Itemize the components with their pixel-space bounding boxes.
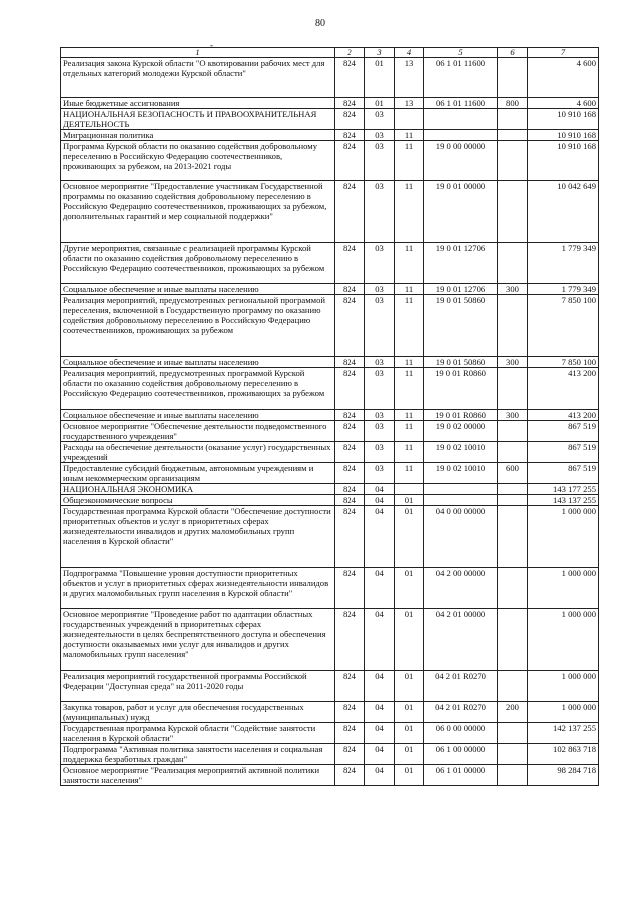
cell-sum: 1 000 000 [528,609,599,671]
cell-pr: 01 [395,506,424,568]
cell-vr [498,295,528,357]
table-row [61,744,599,765]
cell-grbs: 824 [335,98,365,109]
cell-vr [498,609,528,671]
table-row [61,484,599,495]
cell-rz: 03 [365,181,395,243]
cell-rz: 03 [365,421,395,442]
cell-sum: 1 779 349 [528,243,599,284]
cell-csr: 19 0 01 R0860 [424,368,498,410]
col-header-4: 4 [395,48,424,58]
cell-pr: 01 [395,671,424,702]
cell-sum: 98 284 718 [528,765,599,786]
table-row [61,58,599,98]
cell-grbs: 824 [335,484,365,495]
cell-rz: 04 [365,723,395,744]
table-row [61,421,599,442]
cell-sum: 413 200 [528,368,599,410]
col-header-7: 7 [528,48,599,58]
cell-pr: 01 [395,702,424,723]
cell-grbs: 824 [335,744,365,765]
col-header-2: 2 [335,48,365,58]
cell-rz: 04 [365,506,395,568]
cell-csr [424,484,498,495]
table-row [61,295,599,357]
cell-pr: 01 [395,723,424,744]
cell-name: Реализация мероприятий государственной программы Российской Федерации "Доступная среда" на 2011-2020 годы [61,671,335,702]
cell-csr: 04 2 01 R0270 [424,702,498,723]
cell-sum: 1 000 000 [528,702,599,723]
cell-grbs: 824 [335,723,365,744]
cell-name: Государственная программа Курской области "Обеспечение доступности приоритетных объектов и услуг в приоритетных сферах жизнедеятельности инвалидов и других маломобильных групп населения в Курской области" [61,506,335,568]
cell-vr [498,506,528,568]
cell-pr: 11 [395,463,424,484]
cell-rz: 03 [365,357,395,368]
col-header-3: 3 [365,48,395,58]
cell-sum: 10 910 168 [528,130,599,141]
cell-sum: 413 200 [528,410,599,421]
table-row [61,181,599,243]
cell-rz: 03 [365,295,395,357]
cell-vr [498,765,528,786]
cell-rz: 03 [365,243,395,284]
cell-grbs: 824 [335,130,365,141]
cell-grbs: 824 [335,141,365,181]
cell-rz: 04 [365,609,395,671]
cell-sum: 143 137 255 [528,495,599,506]
cell-vr [498,181,528,243]
col-header-1: 1 [61,48,335,58]
cell-pr: 11 [395,130,424,141]
cell-vr [498,368,528,410]
cell-csr: 06 1 01 11600 [424,58,498,98]
cell-rz: 03 [365,109,395,130]
cell-csr: 04 2 00 00000 [424,568,498,609]
cell-vr [498,141,528,181]
cell-csr: 19 0 01 50860 [424,357,498,368]
cell-name: Реализация закона Курской области "О квотировании рабочих мест для отдельных категорий молодежи Курской области" [61,58,335,98]
cell-rz: 04 [365,495,395,506]
cell-grbs: 824 [335,284,365,295]
cell-vr: 800 [498,98,528,109]
cell-grbs: 824 [335,765,365,786]
cell-rz: 03 [365,284,395,295]
cell-vr: 600 [498,463,528,484]
cell-rz: 04 [365,671,395,702]
cell-vr [498,671,528,702]
cell-name: Подпрограмма "Повышение уровня доступности приоритетных объектов и услуг в приоритетных сферах жизнедеятельности инвалидов и других маломобильных групп населения в Курской области" [61,568,335,609]
cell-grbs: 824 [335,109,365,130]
cell-csr: 19 0 02 00000 [424,421,498,442]
cell-pr: 11 [395,442,424,463]
cell-sum: 143 177 255 [528,484,599,495]
col-header-5: 5 [424,48,498,58]
cell-pr: 11 [395,243,424,284]
cell-sum: 7 850 100 [528,295,599,357]
cell-grbs: 824 [335,506,365,568]
cell-pr: 11 [395,295,424,357]
cell-sum: 10 910 168 [528,141,599,181]
cell-vr [498,495,528,506]
cell-name: Социальное обеспечение и иные выплаты населению [61,410,335,421]
cell-name: Иные бюджетные ассигнования [61,98,335,109]
cell-pr: 11 [395,368,424,410]
cell-name: Расходы на обеспечение деятельности (оказание услуг) государственных учреждений [61,442,335,463]
table-row [61,442,599,463]
cell-csr [424,495,498,506]
cell-csr: 06 1 01 11600 [424,98,498,109]
table-row [61,368,599,410]
cell-pr: 01 [395,765,424,786]
table-row [61,495,599,506]
cell-csr [424,130,498,141]
column-number-row [61,48,599,58]
cell-grbs: 824 [335,295,365,357]
cell-pr: 11 [395,141,424,181]
cell-vr [498,421,528,442]
cell-sum: 1 000 000 [528,671,599,702]
cell-grbs: 824 [335,442,365,463]
cell-grbs: 824 [335,243,365,284]
cell-vr [498,130,528,141]
cell-pr: 01 [395,568,424,609]
cell-vr [498,442,528,463]
cell-vr: 200 [498,702,528,723]
cell-csr: 19 0 01 R0860 [424,410,498,421]
table-row [61,506,599,568]
cell-rz: 04 [365,765,395,786]
cell-sum: 102 863 718 [528,744,599,765]
cell-rz: 03 [365,141,395,181]
table-row [61,410,599,421]
cell-sum: 1 000 000 [528,506,599,568]
table-row [61,609,599,671]
table-row [61,723,599,744]
cell-csr: 19 0 01 00000 [424,181,498,243]
cell-name: Закупка товаров, работ и услуг для обеспечения государственных (муниципальных) нужд [61,702,335,723]
cell-sum: 867 519 [528,421,599,442]
table-row [61,702,599,723]
cell-vr [498,243,528,284]
cell-csr: 06 1 01 00000 [424,765,498,786]
cell-csr: 04 0 00 00000 [424,506,498,568]
cell-rz: 03 [365,130,395,141]
cell-name: Реализация мероприятий, предусмотренных региональной программой переселения, включенной в Государственную программу по оказанию содействия добровольному переселению в Российскую Федерацию соотечественников, проживающих за рубежом [61,295,335,357]
cell-grbs: 824 [335,421,365,442]
table-row [61,357,599,368]
table-row [61,765,599,786]
table-row [61,98,599,109]
budget-table [60,47,599,786]
col-header-6: 6 [498,48,528,58]
cell-name: Основное мероприятие "Проведение работ по адаптации областных государственных учреждений в приоритетных сферах жизнедеятельности в целях беспрепятственного доступа и обеспечения доступности оказываемых ими услуг для инвалидов и других маломобильных групп населения" [61,609,335,671]
cell-pr: 11 [395,357,424,368]
cell-pr: 11 [395,284,424,295]
cell-pr: 01 [395,609,424,671]
table-row [61,130,599,141]
cell-vr [498,484,528,495]
cell-name: НАЦИОНАЛЬНАЯ БЕЗОПАСНОСТЬ И ПРАВООХРАНИТЕЛЬНАЯ ДЕЯТЕЛЬНОСТЬ [61,109,335,130]
cell-csr: 06 0 00 00000 [424,723,498,744]
cell-csr: 19 0 01 50860 [424,295,498,357]
cell-name: Основное мероприятие "Обеспечение деятельности подведомственного государственного учреждения" [61,421,335,442]
cell-grbs: 824 [335,368,365,410]
cell-sum: 7 850 100 [528,357,599,368]
cell-name: НАЦИОНАЛЬНАЯ ЭКОНОМИКА [61,484,335,495]
cell-rz: 04 [365,744,395,765]
table-row [61,568,599,609]
cell-vr: 300 [498,284,528,295]
table-row [61,243,599,284]
cell-csr: 19 0 01 12706 [424,243,498,284]
cell-grbs: 824 [335,410,365,421]
cell-pr: 11 [395,181,424,243]
cell-rz: 01 [365,98,395,109]
header-dash: - [210,40,213,50]
cell-name: Основное мероприятие "Реализация мероприятий активной политики занятости населения" [61,765,335,786]
cell-grbs: 824 [335,609,365,671]
cell-pr [395,484,424,495]
cell-rz: 04 [365,702,395,723]
cell-grbs: 824 [335,568,365,609]
cell-rz: 03 [365,410,395,421]
cell-rz: 03 [365,442,395,463]
cell-csr: 19 0 00 00000 [424,141,498,181]
cell-sum: 4 600 [528,58,599,98]
cell-vr [498,58,528,98]
cell-name: Реализация мероприятий, предусмотренных программой Курской области по оказанию содействия добровольному переселению в Российскую Федерацию соотечественников, проживающих за рубежом [61,368,335,410]
cell-rz: 04 [365,568,395,609]
cell-pr: 11 [395,410,424,421]
cell-sum: 867 519 [528,463,599,484]
cell-name: Социальное обеспечение и иные выплаты населению [61,284,335,295]
cell-name: Общеэкономические вопросы [61,495,335,506]
cell-grbs: 824 [335,495,365,506]
table-row [61,463,599,484]
cell-grbs: 824 [335,463,365,484]
cell-name: Другие мероприятия, связанные с реализацией программы Курской области по оказанию содействия добровольному переселению в Российскую Федерацию соотечественников, проживающих за рубежом [61,243,335,284]
cell-name: Основное мероприятие "Предоставление участникам Государственной программы по оказанию содействия добровольному переселению в Российскую Федерацию соотечественников, проживающих за рубежом, дополнительных гарантий и мер социальной поддержки" [61,181,335,243]
cell-rz: 04 [365,484,395,495]
cell-vr [498,723,528,744]
cell-name: Предоставление субсидий бюджетным, автономным учреждениям и иным некоммерческим организациям [61,463,335,484]
cell-sum: 867 519 [528,442,599,463]
cell-csr: 19 0 02 10010 [424,463,498,484]
cell-grbs: 824 [335,702,365,723]
cell-rz: 03 [365,463,395,484]
cell-pr: 13 [395,58,424,98]
cell-name: Государственная программа Курской области "Содействие занятости населения в Курской области" [61,723,335,744]
cell-csr [424,109,498,130]
table-row [61,141,599,181]
cell-pr: 13 [395,98,424,109]
cell-sum: 1 779 349 [528,284,599,295]
cell-csr: 04 2 01 R0270 [424,671,498,702]
cell-grbs: 824 [335,181,365,243]
cell-grbs: 824 [335,671,365,702]
cell-vr [498,109,528,130]
cell-csr: 06 1 00 00000 [424,744,498,765]
cell-name: Миграционная политика [61,130,335,141]
cell-pr [395,109,424,130]
cell-pr: 01 [395,495,424,506]
cell-csr: 04 2 01 00000 [424,609,498,671]
cell-csr: 19 0 02 10010 [424,442,498,463]
cell-sum: 1 000 000 [528,568,599,609]
table-row [61,284,599,295]
cell-csr: 19 0 01 12706 [424,284,498,295]
cell-sum: 10 042 649 [528,181,599,243]
cell-sum: 10 910 168 [528,109,599,130]
cell-rz: 01 [365,58,395,98]
cell-vr: 300 [498,410,528,421]
cell-grbs: 824 [335,58,365,98]
page-number: 80 [315,18,325,29]
table-row [61,109,599,130]
cell-pr: 01 [395,744,424,765]
cell-sum: 4 600 [528,98,599,109]
cell-name: Подпрограмма "Активная политика занятости населения и социальная поддержка безработных граждан" [61,744,335,765]
cell-rz: 03 [365,368,395,410]
cell-vr: 300 [498,357,528,368]
cell-grbs: 824 [335,357,365,368]
cell-vr [498,744,528,765]
cell-name: Социальное обеспечение и иные выплаты населению [61,357,335,368]
cell-sum: 142 137 255 [528,723,599,744]
cell-vr [498,568,528,609]
cell-pr: 11 [395,421,424,442]
table-row [61,671,599,702]
cell-name: Программа Курской области по оказанию содействия добровольному переселению в Российскую Федерацию соотечественников, проживающих за рубежом, на 2013-2021 годы [61,141,335,181]
